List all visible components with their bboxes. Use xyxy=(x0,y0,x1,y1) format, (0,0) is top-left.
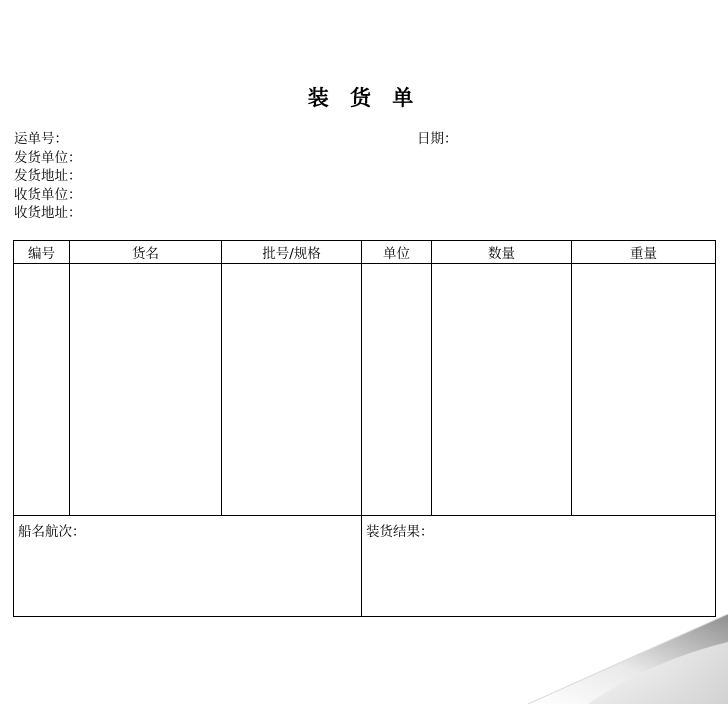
cell-weight[interactable] xyxy=(572,264,716,516)
header-field-row xyxy=(14,149,714,168)
table-row[interactable] xyxy=(14,264,716,516)
table-footer-row xyxy=(14,516,716,617)
header-field-row xyxy=(14,167,714,186)
loading-result-cell[interactable] xyxy=(362,516,716,617)
consignee-address-label: 收货地址： xyxy=(14,205,82,221)
column-header-quantity: 数量 xyxy=(432,241,572,264)
cargo-table xyxy=(13,240,716,617)
page-curl-decoration xyxy=(528,614,728,704)
cell-goods-name[interactable] xyxy=(70,264,222,516)
column-header-unit: 单位 xyxy=(362,241,432,264)
header-field-row xyxy=(14,204,714,223)
vessel-voyage-label: 船名航次： xyxy=(18,524,86,540)
header-field-row xyxy=(14,130,714,149)
column-header-goods-name: 货名 xyxy=(70,241,222,264)
column-header-batch-spec: 批号/规格 xyxy=(222,241,362,264)
consignee-unit-label: 收货单位： xyxy=(14,186,82,203)
cell-unit[interactable] xyxy=(362,264,432,516)
column-header-weight: 重量 xyxy=(572,241,716,264)
cell-batch-spec[interactable] xyxy=(222,264,362,516)
table-header-row xyxy=(14,241,716,264)
vessel-voyage-cell[interactable] xyxy=(14,516,362,617)
loading-result-label: 装货结果： xyxy=(366,524,434,540)
column-header-id: 编号 xyxy=(14,241,70,264)
header-fields xyxy=(14,130,714,223)
shipper-unit-label: 发货单位： xyxy=(14,149,82,166)
header-field-row xyxy=(14,186,714,205)
waybill-number-label: 运单号： xyxy=(14,131,68,147)
shipper-address-label: 发货地址： xyxy=(14,168,82,184)
cell-id[interactable] xyxy=(14,264,70,516)
cell-quantity[interactable] xyxy=(432,264,572,516)
page-title: 装 货 单 xyxy=(307,86,421,110)
date-label: 日期： xyxy=(417,131,458,147)
